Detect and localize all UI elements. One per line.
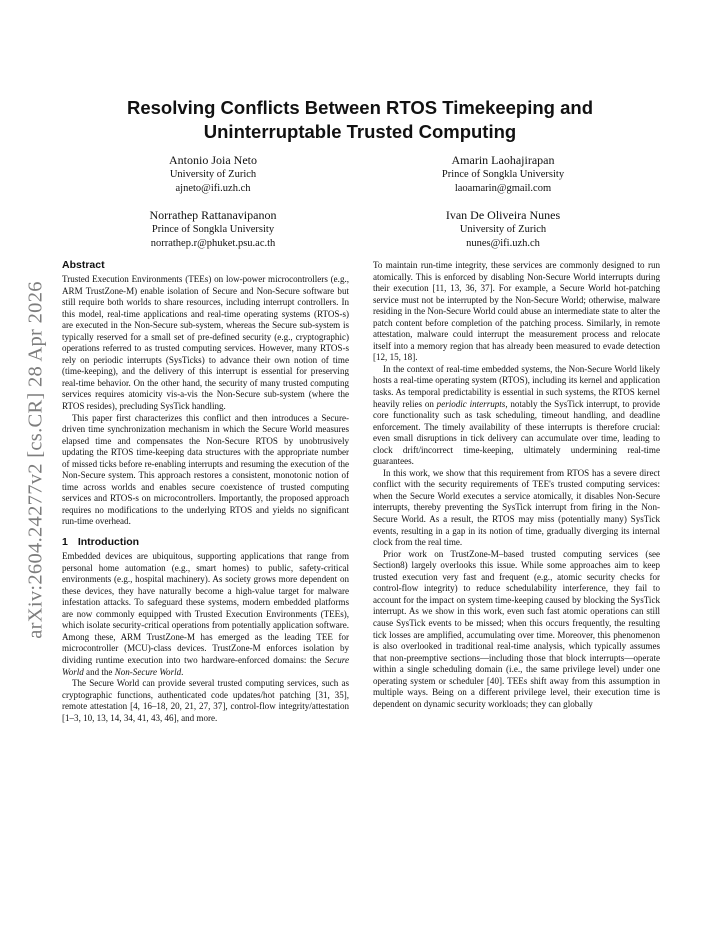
- abstract-heading: Abstract: [62, 259, 105, 271]
- text-run: , notably the SysTick interrupt, to provide core functionality such as task scheduling, timeout handling, and deadline enforcement. The timely availability of these interrupts is therefore crucial: even small disruptions in tick delivery can accumulate over time, leading to clock drift/incorrect time-keeping, ultimately undermining real-time guarantees.: [373, 398, 660, 467]
- text-run: and the: [83, 666, 115, 677]
- left-column: [62, 259, 349, 724]
- author-block: [93, 208, 333, 251]
- author-block: [383, 153, 623, 196]
- right-column: [373, 260, 660, 710]
- text-run: Embedded devices are ubiquitous, supporting applications that range from personal home automation (e.g., smart homes) to public, safety-critical environments (e.g., hospital machinery). As society grows more dependent on these devices, they have naturally become a high-value target for malware infestation attacks. To safeguard these systems, modern embedded platforms are now commonly equipped with Trusted Execution Environments (TEEs), which isolate security-critical operations from potentially application software. Among these, ARM TrustZone-M has emerged as the leading TEE for microcontroller (MCU)-class devices. TrustZone-M enforces isolation by dividing runtime execution into two hardware-enforced domains: the: [62, 551, 349, 665]
- title-line-2: Uninterruptable Trusted Computing: [203, 121, 517, 142]
- paper-title: [80, 96, 640, 144]
- author-email[interactable]: ajneto@ifi.uzh.ch: [175, 183, 251, 194]
- body-paragraph: The Secure World can provide several trusted computing services, such as cryptographic functions, authenticated code updates/hot patching [31, 35], remote attestation [4, 16–18, 20, 21, 27, 37], control-flow integrity/attestation [1–3, 10, 13, 14, 34, 41, 43, 46], and more.: [62, 678, 349, 723]
- author-affiliation: University of Zurich: [459, 224, 547, 235]
- author-affiliation: Prince of Songkla University: [441, 169, 565, 180]
- section-title: Introduction: [77, 536, 140, 549]
- author-affiliation: University of Zurich: [169, 169, 257, 180]
- author-email[interactable]: norrathep.r@phuket.psu.ac.th: [150, 238, 276, 249]
- section-number: 1: [62, 536, 68, 549]
- author-name: Norrathep Rattanavipanon: [149, 208, 277, 222]
- arxiv-identifier[interactable]: arXiv:2604.24277v2 [cs.CR] 28 Apr 2026: [24, 280, 47, 639]
- body-paragraph: Prior work on TrustZone-M–based trusted computing services (see Section8) largely overlooks this issue. While some approaches aim to keep trusted execution very fast and frequent (e.g., atomic security checks for control-flow integrity) to reduce schedulability interference, they fail to account for the impact on system time-keeping caused by blocking the SysTick interrupt. As we show in this work, even such fast atomic operations can still cause SysTick events to be missed; when this occurs frequently, the resulting tick losses are amplified, accumulating over time. Moreover, this phenomenon is also overlooked in traditional real-time analysis, which typically assumes that non-preemptive sections—including those that block interrupts—operate within a single scheduling domain (i.e., the same privilege level) under one operating system or scheduler [40]. TEEs shift away from this assumption in multiple ways. Being on a different privilege level, their execution time is dependent on dynamic security workloads; they can globally: [373, 548, 660, 709]
- arxiv-stamp: [18, 262, 54, 657]
- body-paragraph: In this work, we show that this requirement from RTOS has a severe direct conflict with the security requirements of TEE's trusted computing services: when the Secure World executes a service atomically, it disables Non-Secure interrupts, thereby preventing the SysTick interrupt from firing in the Non-Secure World. As a result, the RTOS may miss (potentially many) SysTick events, resulting in a gap in its notion of time, gradually diverging its internal clock from the real time.: [373, 467, 660, 548]
- body-paragraph: [373, 364, 660, 468]
- body-paragraph: To maintain run-time integrity, these services are commonly designed to run atomically. This is enforced by disabling Non-Secure World interrupts during their execution [11, 13, 36, 37]. For example, a Secure World hot-patching service must not be interrupted by the Non-Secure World; otherwise, malware residing in the Non-Secure World could abuse an intermediate state to alter the patch content before completion of the patching process. Similarly, in remote attestation, malware could interrupt the measurement process and relocate itself into a memory region that has already been measured to evade detection [12, 15, 18].: [373, 260, 660, 363]
- author-name: Ivan De Oliveira Nunes: [445, 208, 561, 222]
- author-email[interactable]: laoamarin@gmail.com: [454, 183, 552, 194]
- text-run: In the context of real-time embedded systems, the Non-Secure World likely hosts a real-time operating system (RTOS), including its kernel and application tasks. As temporal predictability is essential in such systems, the RTOS kernel heavily relies on: [373, 363, 660, 409]
- emphasis-text: Secure World: [62, 654, 349, 677]
- emphasis-text: periodic interrupts: [436, 398, 506, 409]
- author-block: [383, 208, 623, 251]
- author-name: Amarin Laohajirapan: [451, 153, 555, 167]
- author-affiliation: Prince of Songkla University: [151, 224, 275, 235]
- author-block: [93, 153, 333, 196]
- title-line-1: Resolving Conflicts Between RTOS Timekeeping and: [126, 97, 594, 118]
- emphasis-text: Non-Secure World: [114, 666, 182, 677]
- body-paragraph: [62, 551, 349, 678]
- author-email[interactable]: nunes@ifi.uzh.ch: [466, 238, 540, 249]
- text-run: .: [181, 666, 184, 677]
- section-heading-introduction: [62, 536, 349, 549]
- abstract-paragraph: Trusted Execution Environments (TEEs) on low-power microcontrollers (e.g., ARM TrustZone-M) enable isolation of Secure and Non-Secure software but still require both worlds to share resources, including interrupt controllers. In this model, real-time applications and real-time operating systems (RTOS-s) are executed in the Non-Secure sub-system, whereas the Secure sub-system is typically reserved for a small set of pre-defined security (e.g., cryptographic) operations referred to as trusted computing services. However, many RTOS-s rely on periodic interrupts (SysTicks) to advance their own notion of time (time-keeping), and the delivery of this interrupt is essential for preserving real-time behavior. On the other hand, the security of many trusted computing services requires atomicity vis-a-vis the Non-Secure sub-system (where the RTOS resides), precluding SysTick handling.: [62, 274, 349, 412]
- abstract-paragraph: This paper first characterizes this conflict and then introduces a Secure-driven time synchronization mechanism in which the Secure World measures elapsed time and compensates the Non-Secure RTOS by unobtrusively updating the RTOS time-keeping data structures with the appropriate number of missed ticks before re-enabling interrupts and resuming the execution of the Non-Secure system. This approach restores a consistent, monotonic notion of time across worlds and enables secure coexistence of trusted computing services and RTOS-s on microcontrollers. Importantly, the proposed approach requires no modifications to the underlying RTOS and yields no significant run-time overhead.: [62, 412, 349, 527]
- author-name: Antonio Joia Neto: [169, 153, 257, 167]
